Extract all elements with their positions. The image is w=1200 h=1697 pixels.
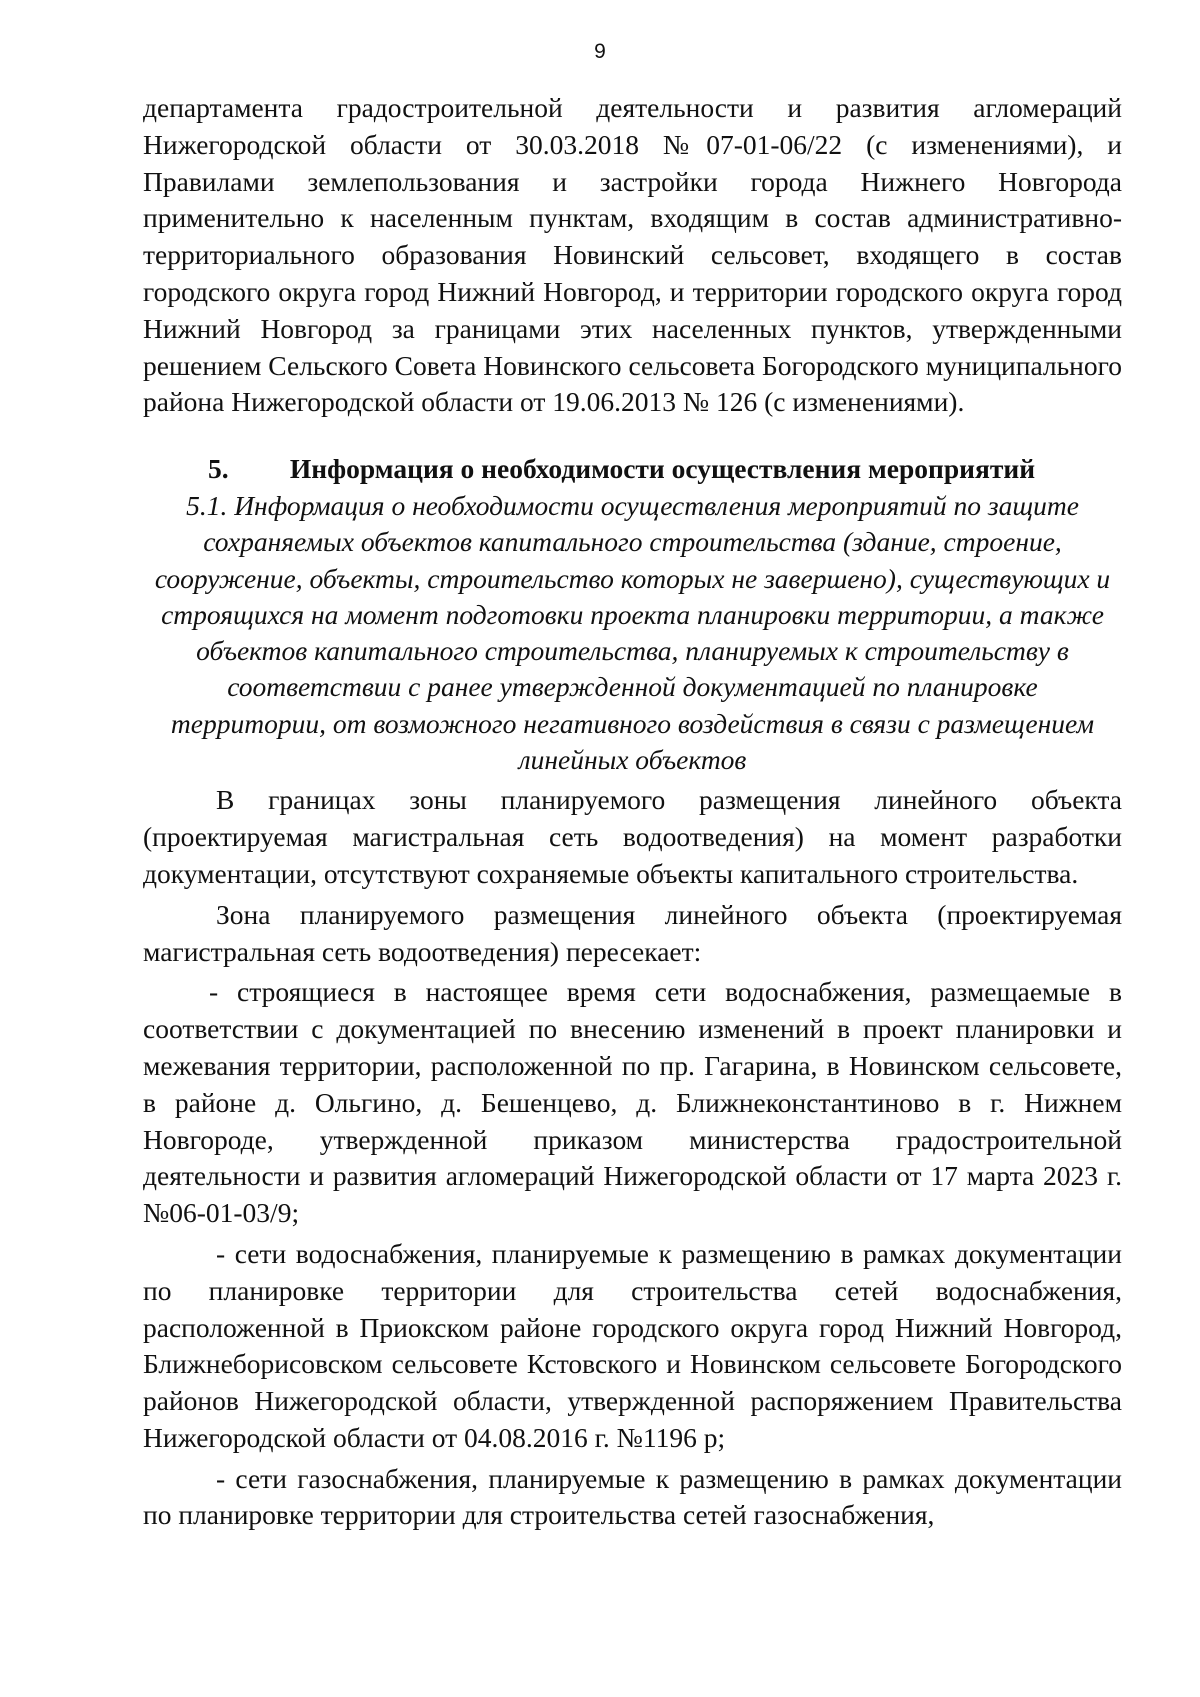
list-item-water-supply-planned: - сети водоснабжения, планируемые к размещению в рамках документации по планировке территории для строительства сетей водоснабжения, расположенной в Приокском районе городского округа город Нижний Новгород, Ближнеборисовском сельсовете Кстовского и Новинском сельсовете Богородского районов Нижегородской области, утвержденной распоряжением Правительства Нижегородской области от 04.08.2016 г. №1196 р;	[143, 1237, 1122, 1453]
intro-paragraph: департамента градостроительной деятельности и развития агломераций Нижегородской области от 30.03.2018 №07-01-06/22 (с изменениями), и Правилами землепользования и застройки города Нижнего Новгорода применительно к населенным пунктам, входящим в состав административно-территориального образования Новинский сельсовет, входящего в состав городского округа город Нижний Новгород, и территории городского округа город Нижний Новгород за границами этих населенных пунктов, утвержденными решением Сельского Совета Новинского сельсовета Богородского муниципального района Нижегородской области от 19.06.2013 № 126 (с изменениями).	[143, 92, 1122, 418]
subsection-heading: 5.1. Информация о необходимости осуществления мероприятий по защите сохраняемых объектов капитального строительства (здание, строение, сооружение, объекты, строительство которых не завершено), существующих и строящихся на момент подготовки проекта планировки территории, а также объектов капитального строительства, планируемых к строительству в соответствии с ранее утвержденной документацией по планировке территории, от возможного негативного воздействия в связи с размещением линейных объектов	[154, 489, 1111, 776]
list-item-water-supply-under-construction: - строящиеся в настоящее время сети водоснабжения, размещаемые в соответствии с документацией по внесению изменений в проект планировки и межевания территории, расположенной по пр. Гагарина, в Новинском сельсовете, в районе д. Ольгино, д. Бешенцево, д. Ближнеконстантиново в г. Нижнем Новгороде, утвержденной приказом министерства градостроительной деятельности и развития агломераций Нижегородской области от 17 марта 2023 г. №06-01-03/9;	[143, 976, 1122, 1229]
paragraph-zone-intersects: Зона планируемого размещения линейного объекта (проектируемая магистральная сеть водоотведения) пересекает:	[143, 898, 1122, 967]
section-title: Информация о необходимости осуществления мероприятий	[289, 453, 1036, 485]
section-heading	[143, 451, 1122, 488]
page-number: 9	[594, 40, 606, 63]
document-body	[143, 90, 1122, 1534]
paragraph-boundaries: В границах зоны планируемого размещения линейного объекта (проектируемая магистральная сеть водоотведения) на момент разработки документации, отсутствуют сохраняемые объекты капитального строительства.	[143, 784, 1122, 889]
list-item-gas-supply-planned: - сети газоснабжения, планируемые к размещению в рамках документации по планировке территории для строительства сетей газоснабжения,	[143, 1462, 1122, 1531]
section-number: 5.	[208, 453, 229, 485]
